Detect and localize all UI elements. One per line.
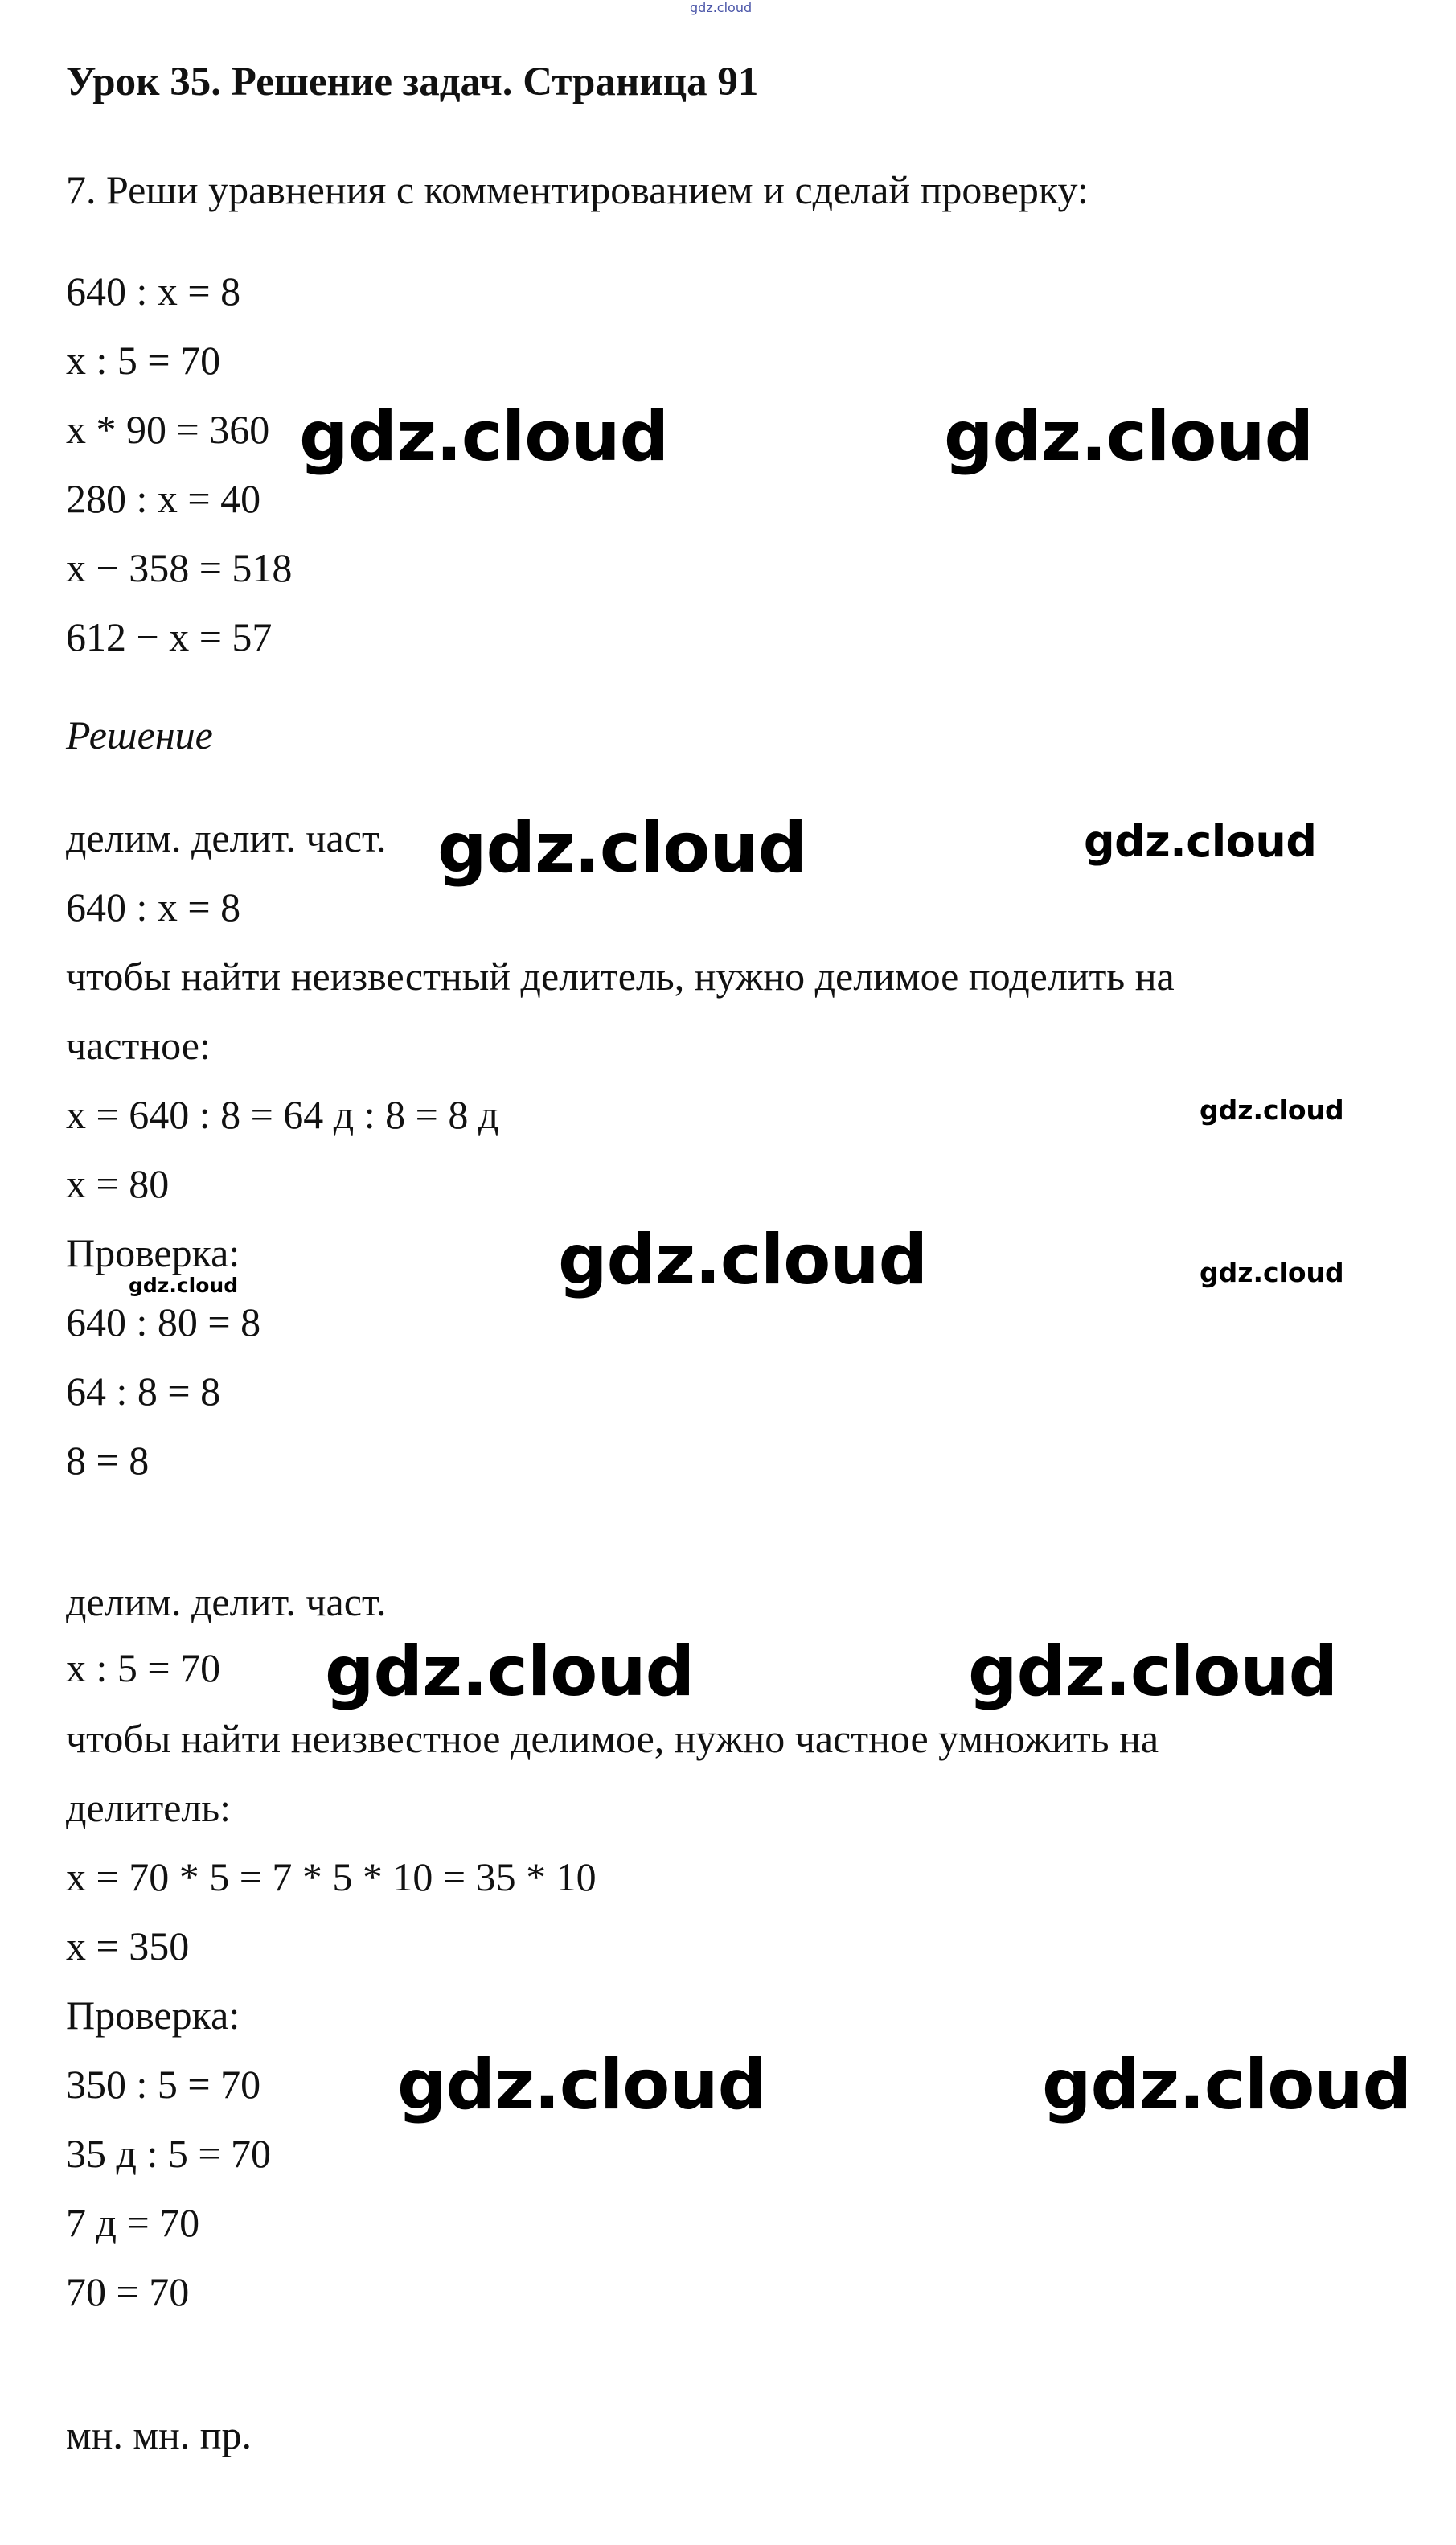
task-statement: 7. Реши уравнения с комментированием и сделай проверку:	[66, 167, 1089, 212]
equation-item: 640 : x = 8	[66, 269, 241, 314]
equation-item: x * 90 = 360	[66, 407, 270, 452]
component-labels: делим. делит. част.	[66, 1579, 387, 1624]
watermark-logo: gdz.cloud	[944, 396, 1314, 477]
calculation: x = 640 : 8 = 64 д : 8 = 8 д	[66, 1092, 499, 1137]
rule-text: чтобы найти неизвестный делитель, нужно делимое поделить на	[66, 954, 1175, 999]
check-line: 64 : 8 = 8	[66, 1369, 221, 1414]
watermark-logo: gdz.cloud	[558, 1220, 928, 1300]
check-line: 35 д : 5 = 70	[66, 2131, 272, 2176]
check-label: Проверка:	[66, 1993, 240, 2038]
check-label: Проверка:	[66, 1230, 240, 1275]
watermark-logo: gdz.cloud	[968, 1632, 1338, 1712]
watermark-logo: gdz.cloud	[1200, 1257, 1344, 1288]
page-title: Урок 35. Решение задач. Страница 91	[66, 60, 759, 105]
check-line: 70 = 70	[66, 2269, 190, 2314]
watermark-logo: gdz.cloud	[1200, 1094, 1344, 1126]
check-line: 350 : 5 = 70	[66, 2062, 261, 2107]
watermark-logo: gdz.cloud	[1084, 816, 1317, 867]
calculation: x = 70 * 5 = 7 * 5 * 10 = 35 * 10	[66, 1854, 597, 1899]
watermark-top: gdz.cloud	[690, 0, 753, 15]
watermark-logo: gdz.cloud	[129, 1274, 239, 1297]
equation-item: x − 358 = 518	[66, 545, 293, 590]
rule-text: чтобы найти неизвестное делимое, нужно частное умножить на	[66, 1716, 1159, 1761]
solution-heading: Решение	[66, 712, 213, 757]
watermark-logo: gdz.cloud	[437, 808, 807, 889]
equation-item: 280 : x = 40	[66, 476, 261, 521]
component-labels: делим. делит. част.	[66, 815, 387, 860]
watermark-logo: gdz.cloud	[1042, 2045, 1412, 2125]
watermark-logo: gdz.cloud	[325, 1632, 695, 1712]
check-line: 7 д = 70	[66, 2200, 200, 2245]
rule-text: частное:	[66, 1023, 211, 1068]
equation-item: x : 5 = 70	[66, 338, 221, 383]
result: x = 350	[66, 1923, 190, 1968]
watermark-logo: gdz.cloud	[299, 396, 669, 477]
watermark-logo: gdz.cloud	[397, 2045, 767, 2125]
component-labels: мн. мн. пр.	[66, 2412, 252, 2457]
equation-item: 612 − x = 57	[66, 614, 273, 659]
rule-text: делитель:	[66, 1785, 232, 1830]
check-line: 640 : 80 = 8	[66, 1299, 261, 1344]
solution-equation: 640 : x = 8	[66, 885, 241, 930]
result: x = 80	[66, 1161, 170, 1206]
check-line: 8 = 8	[66, 1438, 150, 1483]
solution-equation: x : 5 = 70	[66, 1645, 221, 1690]
